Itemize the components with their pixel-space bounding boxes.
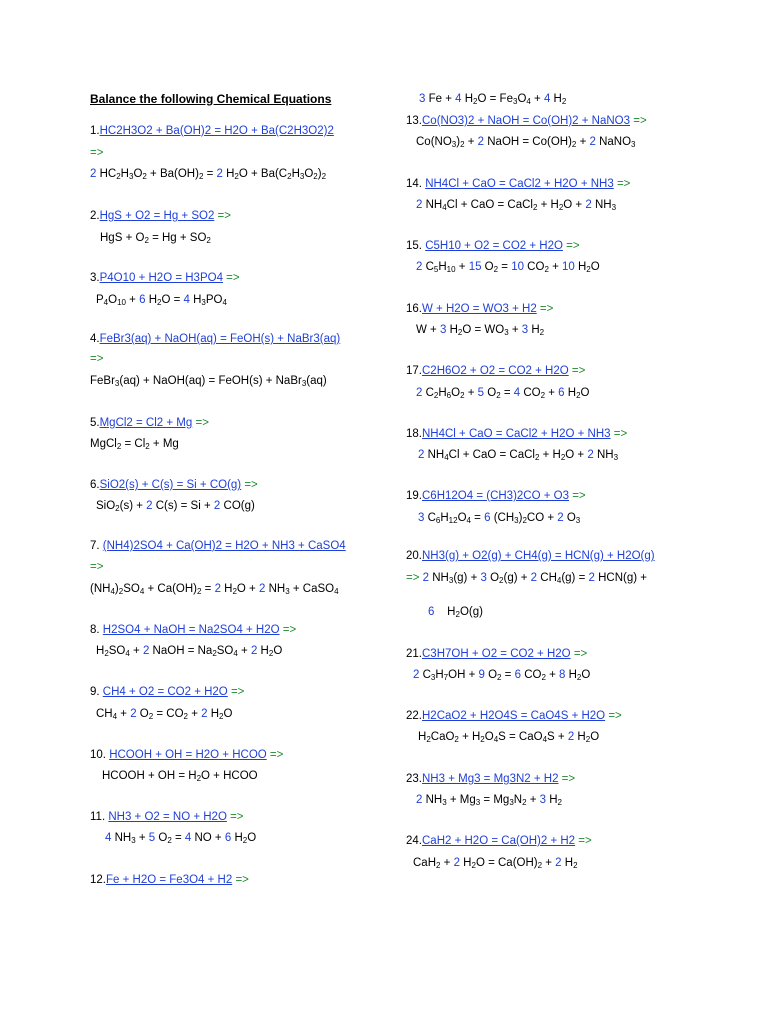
arrow-text: =>: [571, 365, 586, 377]
answer-17: 2 $C_2H_6O_2 + 5$ $O_2 = 4$ $CO_2 + 6$ $H_2O$: [416, 387, 590, 400]
equation-link[interactable]: P4O10 + H2O = H3PO4: [99, 272, 223, 284]
arrow-1: [90, 144, 103, 162]
problem-16: [406, 300, 553, 318]
problem-number: 2.: [90, 210, 100, 222]
problem-number: 23.: [406, 773, 422, 785]
equation-link[interactable]: C5H10 + O2 = CO2 + H2O: [425, 240, 563, 252]
problem-8: [90, 621, 296, 639]
equation-link[interactable]: NH4Cl + CaO = CaCl2 + H2O + NH3: [425, 178, 614, 190]
problem-number: 19.: [406, 490, 422, 502]
arrow-text: =>: [406, 572, 420, 584]
equation-link[interactable]: (NH4)2SO4 + Ca(OH)2 = H2O + NH3 + CaSO4: [102, 540, 346, 552]
problem-number: 18.: [406, 428, 422, 440]
answer-16: W + 3 $H_2O = WO_3 + 3$ $H_2$: [416, 324, 545, 337]
problem-number: 1.: [90, 125, 100, 137]
problem-number: 11.: [90, 811, 109, 823]
problem-number: 10.: [90, 749, 110, 761]
problem-number: 5.: [90, 417, 100, 429]
problem-number: 3.: [90, 272, 100, 284]
answer-21: 2 $C_3H_7OH + 9$ $O_2 = 6$ $CO_2 + 8$ $H_2O$: [413, 669, 591, 682]
answer-6: SiO$_2$(s) + 2 C(s) = Si + 2 CO(g): [96, 500, 255, 513]
arrow-text: =>: [226, 272, 240, 284]
problem-12: [90, 871, 249, 889]
answer-13: $Co(NO_3)_2 + 2$ NaOH = $Co(OH)_2 + 2$ NaNO$_3$: [416, 136, 636, 149]
answer-8: $H_2SO_4 + 2$ NaOH = $Na_2SO_4 + 2$ $H_2O$: [96, 645, 283, 658]
equation-link[interactable]: FeBr3(aq) + NaOH(aq) = FeOH(s) + NaBr3(aq): [99, 333, 341, 345]
answer-11: 4 $NH_3 + 5$ $O_2 = 4$ NO + 6 $H_2O$: [105, 832, 257, 845]
problem-20: [406, 547, 655, 565]
arrow-text: =>: [269, 749, 284, 761]
answer-15: 2 $C_5H_{10} + 15$ $O_2 = 10$ $CO_2 + 10$ $H_2O$: [416, 261, 600, 274]
arrow-text: =>: [244, 479, 258, 491]
problem-number: 22.: [406, 710, 422, 722]
equation-link[interactable]: NH3 + O2 = NO + H2O: [108, 811, 227, 823]
arrow-text: =>: [633, 115, 647, 127]
problem-15: [406, 237, 580, 255]
arrow-text: =>: [578, 835, 592, 847]
equation-link[interactable]: C6H12O4 = (CH3)2CO + O3: [422, 490, 570, 502]
answer-10: HCOOH + OH = $H_2O$ + HCOO: [102, 770, 258, 783]
problem-18: [406, 425, 627, 443]
equation-link[interactable]: NH3(g) + O2(g) + CH4(g) = HCN(g) + H2O(g): [422, 550, 655, 562]
arrow-text: =>: [230, 686, 245, 698]
answer-1: 2 $HC_2H_3O_2 + Ba(OH)_2 = 2$ $H_2O + Ba(C_2H_3O_2)_2$: [90, 168, 327, 181]
problem-9: [90, 683, 244, 701]
problem-22: [406, 707, 622, 725]
arrow-text: =>: [561, 773, 576, 785]
arrow-text: =>: [90, 561, 104, 573]
problem-17: [406, 362, 585, 380]
problem-23: [406, 770, 575, 788]
answer-24: CaH$_2$ + 2 $H_2O = Ca(OH)_2 + 2$ $H_2$: [413, 857, 578, 870]
arrow-text: =>: [282, 624, 297, 636]
arrow-text: =>: [566, 240, 580, 252]
answer-5: MgCl$_2$ = $Cl_2 + Mg$: [90, 438, 179, 451]
problem-number: 15.: [406, 240, 426, 252]
problem-10: [90, 746, 283, 764]
answer-14: 2 $NH_4Cl$ + CaO = CaCl$_2$ + $H_2O + 2$ $NH_3$: [416, 199, 617, 212]
problem-number: 13.: [406, 115, 422, 127]
problem-14: [406, 175, 630, 193]
equation-link[interactable]: W + H2O = WO3 + H2: [422, 303, 537, 315]
arrow-text: =>: [235, 874, 249, 886]
equation-link[interactable]: Fe + H2O = Fe3O4 + H2: [106, 874, 233, 886]
problem-number: 21.: [406, 648, 422, 660]
problem-number: 14.: [406, 178, 426, 190]
problem-3: [90, 269, 240, 287]
answer-20-cont: 6 $H_2O(g)$: [428, 606, 483, 619]
arrow-4: [90, 350, 103, 368]
problem-number: 9.: [90, 686, 103, 698]
problem-19: [406, 487, 586, 505]
arrow-text: =>: [613, 428, 628, 440]
worksheet-title: Balance the following Chemical Equations: [90, 92, 332, 106]
arrow-text: =>: [616, 178, 631, 190]
equation-link[interactable]: NH4Cl + CaO = CaCl2 + H2O + NH3: [422, 428, 611, 440]
problem-number: 16.: [406, 303, 422, 315]
arrow-text: =>: [90, 147, 104, 159]
answer-7: $(NH_4)_2SO_4 + Ca(OH)_2 = 2$ $H_2O + 2$ $NH_3$ + CaSO$_4$: [90, 583, 339, 596]
equation-link[interactable]: CH4 + O2 = CO2 + H2O: [102, 686, 228, 698]
arrow-text: =>: [230, 811, 244, 823]
equation-link[interactable]: Co(NO3)2 + NaOH = Co(OH)2 + NaNO3: [422, 115, 631, 127]
arrow-7: [90, 558, 103, 576]
arrow-text: =>: [573, 648, 588, 660]
problem-number: 6.: [90, 479, 100, 491]
arrow-text: =>: [608, 710, 622, 722]
arrow-text: =>: [90, 353, 104, 365]
answer-4: FeBr$_3$(aq) + NaOH(aq) = FeOH(s) + NaBr$_3$(aq): [90, 375, 327, 388]
problem-number: 8.: [90, 624, 103, 636]
equation-link[interactable]: HgS + O2 = Hg + SO2: [99, 210, 215, 222]
answer-19: 3 $C_6H_{12}O_4 = 6$ $(CH_3)_2CO + 2$ $O_3$: [418, 512, 581, 525]
problem-number: 20.: [406, 550, 422, 562]
problem-21: [406, 645, 587, 663]
equation-link[interactable]: NH3 + Mg3 = Mg3N2 + H2: [422, 773, 559, 785]
equation-link[interactable]: H2CaO2 + H2O4S = CaO4S + H2O: [422, 710, 606, 722]
equation-link[interactable]: MgCl2 = Cl2 + Mg: [99, 417, 193, 429]
arrow-text: =>: [195, 417, 209, 429]
answer-3: $P_4O_{10} + 6$ $H_2O = 4$ $H_3PO_4$: [96, 294, 227, 307]
problem-number: 7.: [90, 540, 103, 552]
equation-link[interactable]: SiO2(s) + C(s) = Si + CO(g): [99, 479, 242, 491]
answer-22: $H_2CaO_2 + H_2O_4S = CaO_4S + 2$ $H_2O$: [418, 731, 600, 744]
problem-number: 12.: [90, 874, 106, 886]
problem-number: 17.: [406, 365, 422, 377]
problem-13: [406, 112, 647, 130]
problem-7: [90, 537, 346, 555]
problem-2: [90, 207, 231, 225]
equation-link[interactable]: CaH2 + H2O = Ca(OH)2 + H2: [422, 835, 576, 847]
problem-11: [90, 808, 244, 826]
answer-18: 2 $NH_4Cl$ + CaO = CaCl$_2$ + $H_2O + 2$ $NH_3$: [418, 449, 619, 462]
arrow-text: =>: [539, 303, 554, 315]
problem-4: [90, 330, 340, 348]
arrow-text: =>: [572, 490, 586, 502]
problem-24: [406, 832, 592, 850]
answer-2: HgS + $O_2 = Hg + SO_2$: [100, 232, 211, 245]
equation-link[interactable]: C2H6O2 + O2 = CO2 + H2O: [422, 365, 569, 377]
problem-number: 24.: [406, 835, 422, 847]
answer-20: => 2 $NH_3(g) + 3$ $O_2(g) + 2$ $CH_4(g) = 2$ HCN(g) +: [406, 572, 647, 585]
problem-number: 4.: [90, 333, 100, 345]
equation-link[interactable]: HCOOH + OH = H2O + HCOO: [109, 749, 267, 761]
answer-9: $CH_4 + 2$ $O_2 = CO_2 + 2$ $H_2O$: [96, 708, 233, 721]
equation-link[interactable]: HC2H3O2 + Ba(OH)2 = H2O + Ba(C2H3O2)2: [99, 125, 334, 137]
problem-5: [90, 414, 209, 432]
equation-link[interactable]: C3H7OH + O2 = CO2 + H2O: [422, 648, 571, 660]
answer-23: 2 $NH_3 + Mg_3 = Mg_3N_2 + 3$ $H_2$: [416, 794, 562, 807]
problem-1: [90, 122, 334, 140]
problem-6: [90, 476, 258, 494]
answer-12: 3 Fe + 4 $H_2O = Fe_3O_4 + 4$ $H_2$: [419, 93, 567, 106]
arrow-text: =>: [217, 210, 231, 222]
equation-link[interactable]: H2SO4 + NaOH = Na2SO4 + H2O: [102, 624, 280, 636]
